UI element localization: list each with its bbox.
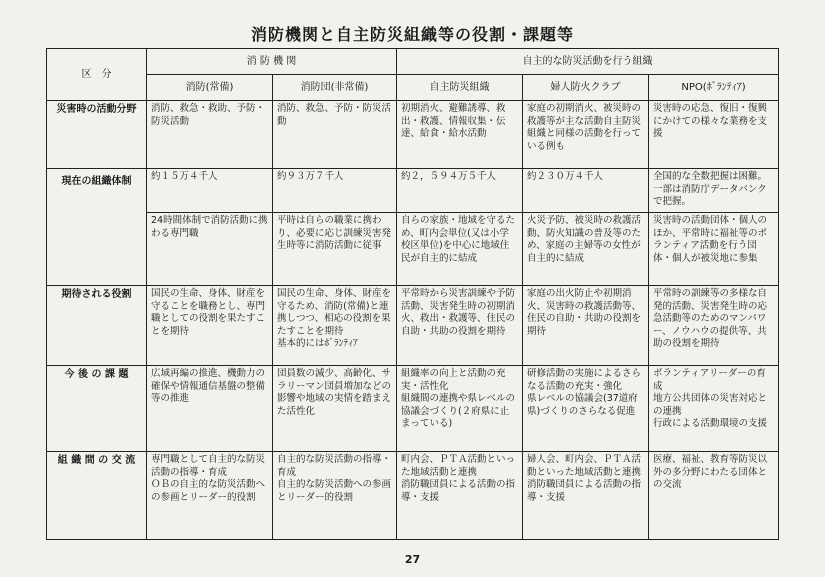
cell-activity-women: 家庭の初期消火、被災時の救護等が主な活動自主防災組織と同様の活動を行っている例も	[523, 101, 649, 169]
cell-exchange-fire: 専門職として自主的な防災活動の指導・育成 ＯＢの自主的な防災活動への参画とリーダー的役割	[147, 452, 273, 540]
header-col-fire-corps: 消防団(非常備)	[273, 75, 397, 101]
cell-exchange-women: 婦人会、町内会、ＰＴＡ活動といった地域活動と連携 消防職団員による活動の指導・支援	[523, 452, 649, 540]
cell-current-jishubo-detail: 自らの家族・地域を守るため、町内会単位(又は小学校区単位)を中心に地域住民が自主的に結成	[397, 213, 523, 286]
cell-current-women-detail: 火災予防、被災時の救護活動、防火知識の普及等のため、家庭の主婦等の女性が自主的に結成	[523, 213, 649, 286]
page-title: 消防機関と自主防災組織等の役割・課題等	[250, 25, 574, 44]
cell-current-jishubo: 約２，５９４万５千人	[397, 169, 523, 213]
page-number: 27	[404, 553, 421, 566]
cell-exchange-npo: 医療、福祉、教育等防災以外の多分野にわたる団体との交流	[649, 452, 779, 540]
cell-activity-corps: 消防、救急、予防・防災活動	[273, 101, 397, 169]
cell-current-fire: 約１５万４千人	[147, 169, 273, 213]
cell-current-fire-detail: 24時間体制で消防活動に携わる専門職	[147, 213, 273, 286]
cell-future-jishubo: 組織率の向上と活動の充実・活性化 組織間の連携や県レベルの協議会づくり(２府県に止まっている)	[397, 366, 523, 452]
cell-current-npo: 全国的な全数把握は困難。一部は消防庁データバンクで把握。	[649, 169, 779, 213]
header-col-npo: NPO(ﾎﾞﾗﾝﾃｨｱ)	[649, 75, 779, 101]
cell-expected-women: 家庭の出火防止や初期消火、災害時の救護活動等、住民の自助・共助の役割を期待	[523, 286, 649, 366]
cell-exchange-jishubo: 町内会、ＰＴＡ活動といった地域活動と連携 消防職団員による活動の指導・支援	[397, 452, 523, 540]
row-label-current: 現在の組織体制	[47, 169, 147, 286]
row-label-activity: 災害時の活動分野	[47, 101, 147, 169]
cell-future-npo: ボランティアリーダーの育成 地方公共団体の災害対応との連携 行政による活動環境の支援	[649, 366, 779, 452]
cell-activity-npo: 災害時の応急、復旧・復興にかけての様々な業務を支援	[649, 101, 779, 169]
header-col-jishubo: 自主防災組織	[397, 75, 523, 101]
header-voluntary-orgs: 自主的な防災活動を行う組織	[397, 49, 779, 75]
header-kubun: 区 分	[47, 49, 147, 101]
cell-future-fire: 広域再編の推進、機動力の確保や情報通信基盤の整備等の推進	[147, 366, 273, 452]
cell-activity-jishubo: 初期消火、避難誘導、救出・救護、情報収集・伝達、給食・給水活動	[397, 101, 523, 169]
header-fire-agencies: 消 防 機 関	[147, 49, 397, 75]
cell-expected-fire: 国民の生命、身体、財産を守ることを職務とし、専門職としての役割を果たすことを期待	[147, 286, 273, 366]
cell-expected-corps: 国民の生命、身体、財産を守るため、消防(常備)と連携しつつ、相応の役割を果たすことを期待 基本的にはﾎﾞﾗﾝﾃｨｱ	[273, 286, 397, 366]
cell-future-corps: 団員数の減少、高齢化、サラリーマン団員増加などの影響や地域の実情を踏まえた活性化	[273, 366, 397, 452]
cell-expected-npo: 平常時の訓練等の多様な自発的活動、災害発生時の応急活動等のためのマンパワー、ノウハウの提供等、共助の役割を期待	[649, 286, 779, 366]
cell-current-npo-detail: 災害時の活動団体・個人のほか、平常時に福祉等のボランティア活動を行う団体・個人が被災地に参集	[649, 213, 779, 286]
roles-table	[46, 48, 779, 540]
cell-current-women: 約２３０万４千人	[523, 169, 649, 213]
row-label-exchange: 組 織 間 の 交 流	[47, 452, 147, 540]
header-col-fire-regular: 消防(常備)	[147, 75, 273, 101]
row-label-future: 今 後 の 課 題	[47, 366, 147, 452]
cell-activity-fire: 消防、救急・救助、予防・防災活動	[147, 101, 273, 169]
cell-current-corps: 約９３万７千人	[273, 169, 397, 213]
header-col-women-club: 婦人防火クラブ	[523, 75, 649, 101]
cell-exchange-corps: 自主的な防災活動の指導・育成 自主的な防災活動への参画とリーダー的役割	[273, 452, 397, 540]
row-label-expected: 期待される役割	[47, 286, 147, 366]
cell-current-corps-detail: 平時は自らの職業に携わり、必要に応じ訓練災害発生時等に消防活動に従事	[273, 213, 397, 286]
cell-expected-jishubo: 平常時から災害訓練や予防活動、災害発生時の初期消火、救出・救護等、住民の自助・共助の役割を期待	[397, 286, 523, 366]
cell-future-women: 研修活動の実施によるさらなる活動の充実・強化 県レベルの協議会(37道府県)づくりのさらなる促進	[523, 366, 649, 452]
